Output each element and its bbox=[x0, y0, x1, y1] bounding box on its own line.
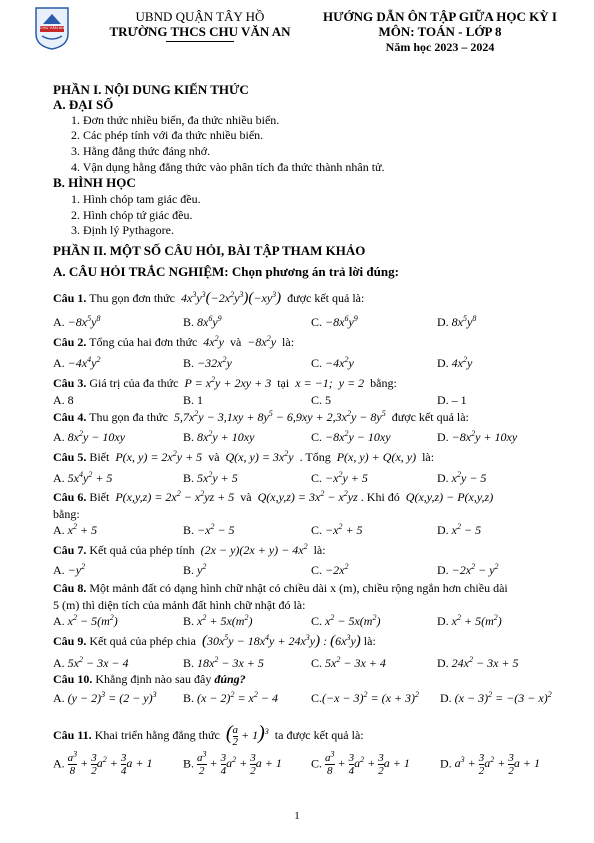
option-b[interactable]: B. $5x^2y + 5$ bbox=[183, 470, 238, 485]
geometry-title: B. HÌNH HỌC bbox=[53, 175, 136, 190]
logo-text: CHU VĂN AN bbox=[39, 25, 65, 30]
option-c[interactable]: C. $-8x^6y^9$ bbox=[311, 314, 358, 329]
algebra-title: A. ĐẠI SỐ bbox=[53, 97, 114, 112]
geometry-item: 1. Hình chóp tam giác đều. bbox=[71, 192, 201, 206]
option-c[interactable]: C. 5 bbox=[311, 393, 332, 407]
option-a[interactable]: A. $5x^4y^2 + 5$ bbox=[53, 470, 113, 485]
option-d[interactable]: D. $a^3$ + $\frac{3}{2}$ $a^2$ + $\frac{3}{2}$ a + 1 bbox=[440, 752, 540, 777]
algebra-item: 2. Các phép tính với đa thức nhiều biến. bbox=[71, 128, 264, 142]
option-b[interactable]: B. $18x^2 - 3x + 5$ bbox=[183, 655, 264, 670]
part1-title: PHẦN I. NỘI DUNG KIẾN THỨC bbox=[53, 82, 249, 97]
option-b[interactable]: B. $8x^6y^9$ bbox=[183, 314, 222, 329]
math-expression: $5,7x^2y - 3,1xy + 8y^5 - 6,9xy + 2,3x^2y - 8y^5$ bbox=[170, 409, 386, 424]
math-expression: Q(x, $y) = 3x^2y$ bbox=[222, 449, 297, 464]
question-label: Câu 11. bbox=[53, 728, 92, 742]
option-c[interactable]: C. $x^2 - 5x(m^2)$ bbox=[311, 613, 381, 628]
header-right-line2: MÔN: TOÁN - LỚP 8 bbox=[378, 24, 502, 39]
question-text: Kết quả của phép chia bbox=[89, 634, 196, 648]
option-b[interactable]: B. $y^2$ bbox=[183, 562, 207, 577]
question-label: Câu 10. bbox=[53, 672, 93, 686]
geometry-item: 2. Hình chóp tứ giác đều. bbox=[71, 208, 193, 222]
algebra-item: 1. Đơn thức nhiều biến, đa thức nhiều biến. bbox=[71, 113, 280, 127]
question-text: là: bbox=[363, 634, 376, 648]
question-label: Câu 4. bbox=[53, 410, 87, 424]
option-d[interactable]: D. $24x^2 - 3x + 5$ bbox=[437, 655, 519, 670]
question-text: Một mảnh đất có dạng hình chữ nhật có chiều dài x (m), chiều rộng ngắn hơn chiều dài bbox=[89, 581, 508, 595]
question-text: Thu gọn đa thức bbox=[89, 410, 168, 424]
option-a[interactable]: A. $(y - 2)^3 = (2 - y)^3$ bbox=[53, 690, 157, 705]
question-label: Câu 2. bbox=[53, 335, 87, 349]
option-c[interactable]: C. $-x^2 + 5$ bbox=[311, 522, 363, 537]
option-c[interactable]: C. $\frac{a^3}{8}$ + $\frac{3}{4}$ $a^2$ + $\frac{3}{2}$ a + 1 bbox=[311, 749, 410, 777]
option-a[interactable]: A. $\frac{a^3}{8}$ + $\frac{3}{2}$ $a^2$ + $\frac{3}{4}$ a + 1 bbox=[53, 749, 153, 777]
question-8 bbox=[53, 581, 508, 596]
question-text: ta được kết quả là: bbox=[274, 728, 364, 742]
option-c[interactable]: C. $-x^2y + 5$ bbox=[311, 470, 368, 485]
question-label: Câu 7. bbox=[53, 543, 87, 557]
geometry-item: 3. Định lý Pythagore. bbox=[71, 223, 174, 237]
option-a[interactable]: A. $x^2 + 5$ bbox=[53, 522, 98, 537]
question-text: tại bbox=[277, 376, 290, 390]
option-a[interactable]: A. $-8x^5y^8$ bbox=[53, 314, 101, 329]
question-label: Câu 3. bbox=[53, 376, 87, 390]
option-b[interactable]: B. 1 bbox=[183, 393, 204, 407]
option-b[interactable]: B. $8x^2y + 10xy$ bbox=[183, 429, 255, 444]
page-number: 1 bbox=[294, 810, 300, 822]
option-c[interactable]: C. $-2x^2$ bbox=[311, 562, 349, 577]
math-expression: $P(x,y,z) = 2x^2 - x^2yz + 5$ bbox=[112, 489, 238, 504]
option-a[interactable]: A. $5x^2 - 3x - 4$ bbox=[53, 655, 129, 670]
question-label: Câu 8. bbox=[53, 581, 87, 595]
question-text: bằng: bbox=[370, 376, 397, 390]
question-text: Khẳng định nào sau đây bbox=[95, 672, 212, 686]
header-right-line1: HƯỚNG DẪN ÔN TẬP GIỮA HỌC KỲ I bbox=[323, 9, 557, 24]
option-c[interactable]: C. $-4x^2y$ bbox=[311, 355, 354, 370]
question-text: Giá trị của đa thức bbox=[89, 376, 179, 390]
multiple-choice-title: A. CÂU HỎI TRẮC NGHIỆM: Chọn phương án trả lời đúng: bbox=[53, 264, 399, 279]
header-left-line2: TRƯỜNG THCS CHU VĂN AN bbox=[109, 24, 291, 39]
question-label: Câu 9. bbox=[53, 634, 87, 648]
part2-title: PHẦN II. MỘT SỐ CÂU HỎI, BÀI TẬP THAM KHẢO bbox=[53, 243, 366, 258]
question-text: . Tổng bbox=[299, 450, 331, 464]
option-d[interactable]: D. $x^2 - 5$ bbox=[437, 522, 482, 537]
question-text: Khai triển hằng đẳng thức bbox=[94, 728, 220, 742]
question-text: bằng: bbox=[53, 507, 80, 521]
option-a[interactable]: A. $x^2 - 5(m^2)$ bbox=[53, 613, 118, 628]
question-text: là: bbox=[282, 335, 295, 349]
option-c[interactable]: $C.(-x - 3)^2 = (x + 3)^2$ bbox=[311, 690, 420, 705]
header-right-line3: Năm học 2023 – 2024 bbox=[385, 40, 495, 54]
question-7 bbox=[53, 543, 326, 558]
option-d[interactable]: D. $(x - 3)^2 = -(3 - x)^2$ bbox=[440, 690, 552, 705]
option-d[interactable]: D. $x^2y - 5$ bbox=[437, 470, 487, 485]
algebra-item: 3. Hằng đẳng thức đáng nhớ. bbox=[71, 144, 211, 158]
question-text: Biết bbox=[89, 490, 110, 504]
option-d[interactable]: D. $x^2 + 5(m^2)$ bbox=[437, 613, 502, 628]
question-4 bbox=[53, 410, 469, 425]
question-label: Câu 1. bbox=[53, 291, 87, 305]
option-a[interactable]: A. $-4x^4y^2$ bbox=[53, 355, 101, 370]
math-expression: $4x^3y^3(-2x^2y^3)(-xy^3)$ bbox=[177, 290, 282, 306]
math-expression: $-8x^2y$ bbox=[244, 334, 280, 349]
question-text: Kết quả của phép tính bbox=[89, 543, 195, 557]
math-expression: P(x, $y) = 2x^2y + 5$ bbox=[112, 449, 206, 464]
question-10 bbox=[53, 672, 246, 687]
question-text: Thu gọn đơn thức bbox=[89, 291, 175, 305]
math-expression: ( $\frac{a}{2}$ + 1)$^3$ bbox=[225, 722, 269, 748]
question-9 bbox=[53, 633, 376, 650]
question-3 bbox=[53, 376, 397, 391]
option-c[interactable]: C. $-8x^2y - 10xy$ bbox=[311, 429, 391, 444]
question-text: Tổng của hai đơn thức bbox=[89, 335, 198, 349]
math-expression: $P = x^2y + 2xy + 3$ bbox=[181, 375, 275, 390]
question-emphasis: đúng? bbox=[214, 672, 246, 686]
question-text: được kết quả là: bbox=[391, 410, 469, 424]
math-expression: $(30x^5y - 18x^4y + 24x^3y)$ : $(6x^3y)$ bbox=[201, 633, 361, 649]
question-text: và bbox=[240, 490, 252, 504]
question-text: 5 (m) thì diện tích của mảnh đất hình chữ nhật đó là: bbox=[53, 598, 306, 612]
question-6 bbox=[53, 490, 493, 505]
option-d[interactable]: D. $-8x^2y + 10xy$ bbox=[437, 429, 518, 444]
option-d[interactable]: D. $4x^2y$ bbox=[437, 355, 473, 370]
option-b[interactable]: B. $(x - 2)^2 = x^2 - 4$ bbox=[183, 690, 278, 705]
question-text: và bbox=[229, 335, 242, 349]
option-a[interactable]: A. $-y^2$ bbox=[53, 562, 86, 577]
math-expression: P(x, y) + Q(x, y) bbox=[333, 450, 420, 464]
algebra-item: 4. Vận dụng hằng đẳng thức vào phân tích đa thức thành nhân tử. bbox=[71, 160, 385, 174]
option-b[interactable]: B. $-x^2 - 5$ bbox=[183, 522, 235, 537]
math-expression: $Q(x,y,z) = 3x^2 - x^2yz$ bbox=[254, 489, 358, 504]
option-b[interactable]: B. $\frac{a^3}{2}$ + $\frac{3}{4}$ $a^2$ + $\frac{3}{2}$ a + 1 bbox=[183, 749, 282, 777]
question-text: là: bbox=[422, 450, 435, 464]
question-label: Câu 6. bbox=[53, 490, 87, 504]
question-11 bbox=[53, 722, 364, 748]
header-underline bbox=[166, 41, 234, 42]
question-text: và bbox=[208, 450, 220, 464]
math-expression: x = −1; y = 2 bbox=[292, 376, 368, 390]
option-b[interactable]: B. $-32x^2y$ bbox=[183, 355, 232, 370]
question-text: . Khi đó bbox=[360, 490, 400, 504]
header-left-line1: UBND QUẬN TÂY HỒ bbox=[135, 9, 265, 24]
question-text: là: bbox=[313, 543, 326, 557]
option-d[interactable]: D. $-2x^2 - y^2$ bbox=[437, 562, 499, 577]
option-d[interactable]: D. – 1 bbox=[437, 393, 467, 407]
question-label: Câu 5. bbox=[53, 450, 87, 464]
question-text: được kết quả là: bbox=[287, 291, 365, 305]
option-d[interactable]: D. $8x^5y^8$ bbox=[437, 314, 477, 329]
math-expression: $(2x - y)(2x + y) - 4x^2$ bbox=[197, 542, 308, 557]
question-1 bbox=[53, 290, 364, 307]
question-2 bbox=[53, 335, 294, 350]
math-expression: $4x^2y$ bbox=[200, 334, 227, 349]
option-b[interactable]: B. $x^2 + 5x(m^2)$ bbox=[183, 613, 253, 628]
option-a[interactable]: A. 8 bbox=[53, 393, 74, 407]
question-5 bbox=[53, 450, 434, 465]
option-a[interactable]: A. $8x^2y - 10xy$ bbox=[53, 429, 126, 444]
math-expression: Q(x,y,z) − P(x,y,z) bbox=[402, 490, 494, 504]
question-text: Biết bbox=[89, 450, 110, 464]
option-c[interactable]: C. $5x^2 - 3x + 4$ bbox=[311, 655, 386, 670]
